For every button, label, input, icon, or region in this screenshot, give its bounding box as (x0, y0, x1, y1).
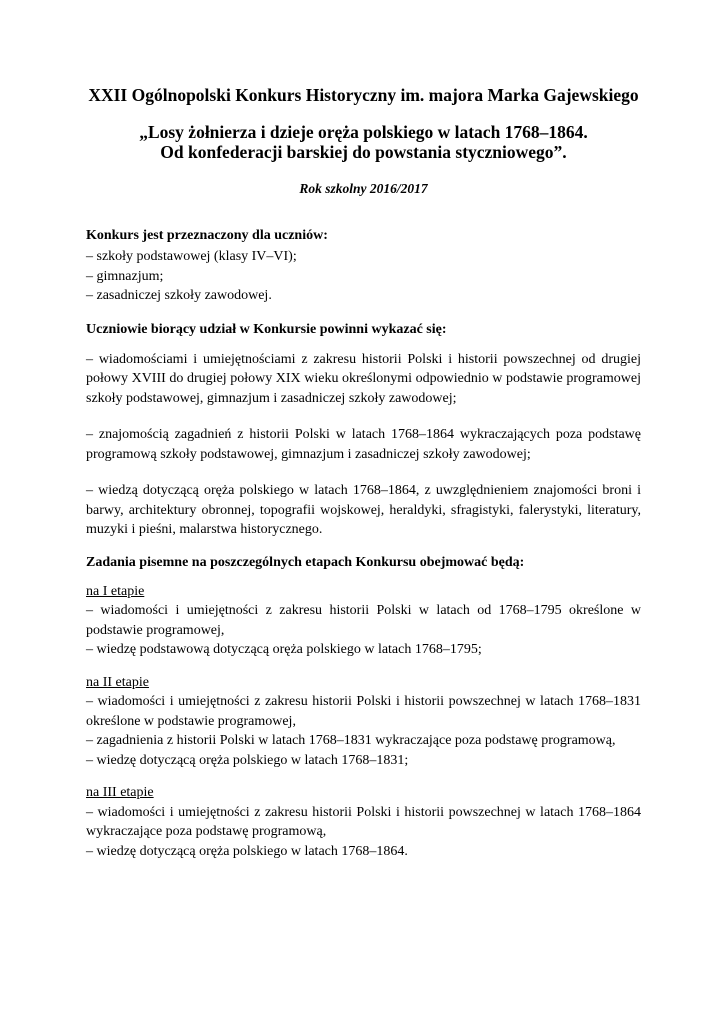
stage-3-label: na III etapie (86, 785, 154, 800)
tasks-section (86, 553, 641, 862)
stage-1 (86, 582, 641, 660)
document-title: XXII Ogólnopolski Konkurs Historyczny im. majora Marka Gajewskiego (88, 85, 639, 105)
stage-item: – zagadnienia z historii Polski w latach 1768–1831 wykraczające poza podstawę programową, (86, 733, 616, 748)
skills-section (86, 320, 641, 540)
stage-item: – wiedzę dotyczącą oręża polskiego w latach 1768–1831; (86, 752, 409, 768)
document-page (86, 84, 641, 861)
audience-item: – szkoły podstawowej (klasy IV‒VI); (86, 249, 297, 264)
stage-1-label: na I etapie (86, 583, 145, 599)
audience-section (86, 226, 641, 306)
skills-paragraph: – wiadomościami i umiejętnościami z zakresu historii Polski i historii powszechnej od drugiej połowy XVIII do drugiej połowy XIX wieku określonymi odpowiednio w podstawie programowej szkoły podstawowej, gimnazjum i zasadniczej szkoły zawodowej; (86, 351, 641, 406)
audience-item: – zasadniczej szkoły zawodowej. (86, 288, 272, 303)
skills-paragraph: – wiedzą dotyczącą oręża polskiego w latach 1768–1864, z uwzględnieniem znajomości broni i barwy, architektury obronnej, topografii wojskowej, heraldyki, sfragistyki, falerystyki, literatury, muzyki i pieśni, malarstwa historycznego. (86, 483, 641, 537)
stage-item: – wiadomości i umiejętności z zakresu historii Polski i historii powszechnej w latach 1768–1831 określone w podstawie programowej, (86, 694, 641, 729)
stage-item: – wiadomości i umiejętności z zakresu historii Polski w latach od 1768–1795 określone w podstawie programowej, (86, 603, 641, 638)
competition-subtitle (86, 122, 641, 162)
school-year: Rok szkolny 2016/2017 (299, 181, 428, 196)
stage-2 (86, 673, 641, 771)
skills-paragraph: – znajomością zagadnień z historii Polski w latach 1768‒1864 wykraczających poza podstawę programową szkoły podstawowej, gimnazjum i zasadniczej szkoły zawodowej; (86, 427, 641, 462)
stage-3 (86, 783, 641, 861)
audience-item: – gimnazjum; (86, 268, 164, 284)
tasks-heading: Zadania pisemne na poszczególnych etapach Konkursu obejmować będą: (86, 554, 525, 570)
stage-2-label: na II etapie (86, 674, 149, 690)
subtitle-line-2: Od konfederacji barskiej do powstania styczniowego”. (160, 142, 567, 162)
stage-item: – wiedzę podstawową dotyczącą oręża polskiego w latach 1768–1795; (86, 642, 482, 657)
stage-item: – wiadomości i umiejętności z zakresu historii Polski i historii powszechnej w latach 1768–1864 wykraczające poza podstawę programową, (86, 804, 641, 839)
subtitle-line-1: „Losy żołnierza i dzieje oręża polskiego w latach 1768–1864. (139, 122, 588, 142)
skills-heading: Uczniowie biorący udział w Konkursie powinni wykazać się: (86, 321, 447, 337)
audience-heading: Konkurs jest przeznaczony dla uczniów: (86, 228, 328, 243)
stage-item: – wiedzę dotyczącą oręża polskiego w latach 1768–1864. (86, 843, 408, 859)
